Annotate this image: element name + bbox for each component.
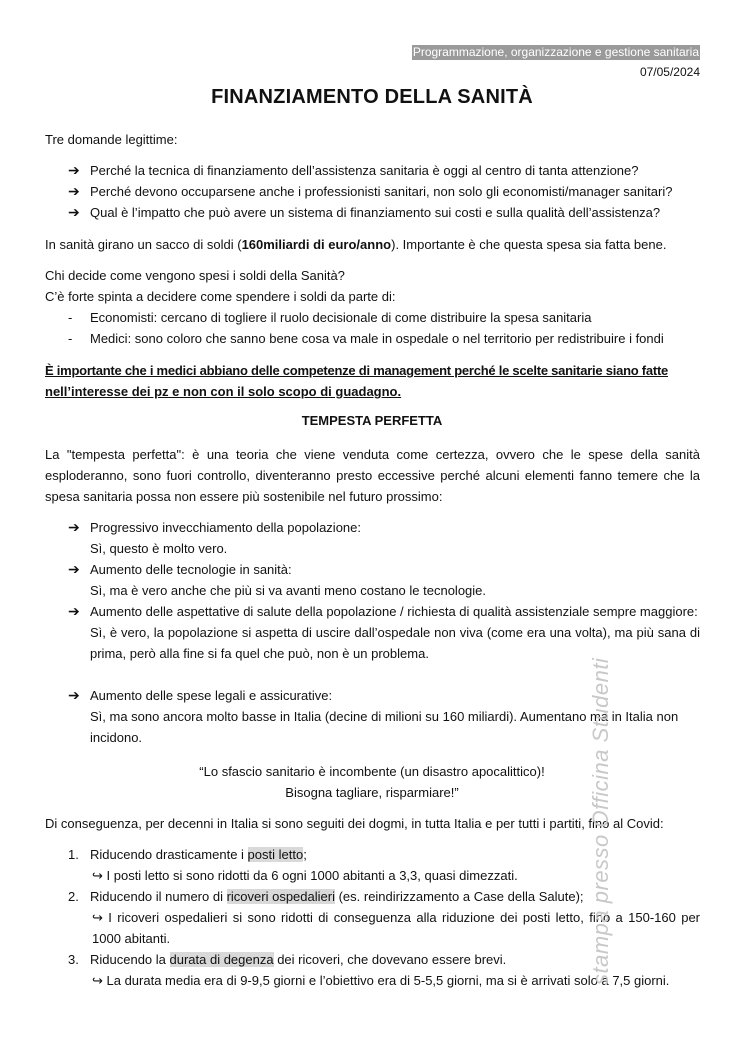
- storm-item-head: Aumento delle tecnologie in sanità:: [90, 562, 292, 577]
- important-line-2: nell’interesse dei pz e non con il solo scopo di guadagno.: [45, 384, 402, 399]
- dogma-post: (es. reindirizzamento a Case della Salute);: [334, 889, 584, 904]
- who-decides-intro: C’è forte spinta a decidere come spendere i soldi da parte di:: [45, 289, 396, 304]
- arrow-icon: ➔: [68, 561, 80, 577]
- money-post: ). Importante è che questa spesa sia fatta bene.: [391, 237, 667, 252]
- dogma-sub: ↪ I ricoveri ospedalieri si sono ridotti di conseguenza alla riduzione dei posti letto, fino a 150-160 per 1000 abitanti.: [92, 910, 700, 946]
- dogma-highlight: posti letto: [247, 847, 304, 862]
- consequence-text: Di conseguenza, per decenni in Italia si sono seguiti dei dogmi, in tutta Italia e per tutti i partiti, fino al Covid:: [45, 816, 664, 831]
- dogma-pre: Riducendo drasticamente i: [90, 847, 248, 862]
- money-pre: In sanità girano un sacco di soldi (: [45, 237, 242, 252]
- arrow-icon: ➔: [68, 687, 80, 703]
- dogma-post: ;: [303, 847, 307, 862]
- dogma-post: dei ricoveri, che dovevano essere brevi.: [273, 952, 507, 967]
- question-text: Perché devono occuparsene anche i professionisti sanitari, non solo gli economisti/manager sanitari?: [90, 184, 673, 199]
- dogma-pre: Riducendo la: [90, 952, 170, 967]
- question-text: Perché la tecnica di finanziamento dell’assistenza sanitaria è oggi al centro di tanta attenzione?: [90, 163, 639, 178]
- storm-item-head: Aumento delle spese legali e assicurative:: [90, 688, 333, 703]
- dash-bullet: -: [68, 310, 73, 325]
- decider-text: Medici: sono coloro che sanno bene cosa va male in ospedale o nel territorio per redistribuire i fondi: [90, 331, 664, 346]
- section-title: TEMPESTA PERFETTA: [301, 413, 443, 428]
- lecture-date: 07/05/2024: [639, 65, 700, 79]
- important-line-1: È importante che i medici abbiano delle competenze di management perché le scelte sanitarie siano fatte: [45, 363, 669, 378]
- storm-item-body: Sì, ma è vero anche che più si va avanti meno costano le tecnologie.: [90, 583, 487, 598]
- question-text: Qual è l’impatto che può avere un sistema di finanziamento sui costi e sulla qualità dell’assistenza?: [90, 205, 661, 220]
- storm-item-body: Sì, questo è molto vero.: [90, 541, 228, 556]
- page-title: FINANZIAMENTO DELLA SANITÀ: [211, 86, 533, 108]
- who-decides-question: Chi decide come vengono spesi i soldi della Sanità?: [45, 268, 345, 283]
- storm-item-content: [90, 517, 700, 559]
- dash-bullet: -: [68, 331, 73, 346]
- list-number: 2.: [68, 889, 79, 904]
- watermark: stampa presso Officina Studenti: [588, 657, 613, 985]
- dogma-pre: Riducendo il numero di: [90, 889, 227, 904]
- storm-item-body: Sì, ma sono ancora molto basse in Italia (decine di milioni su 160 miliardi). Aumentano ma in Italia non incidono.: [90, 709, 679, 745]
- storm-item-head: Progressivo invecchiamento della popolazione:: [90, 520, 361, 535]
- storm-paragraph: La "tempesta perfetta": è una teoria che viene venduta come certezza, ovvero che le spese della sanità esploderanno, sono fuori controllo, diventeranno presto eccessive perché alcuni elementi fanno temere che la spesa sanitaria possa non essere più sostenibile nel futuro prossimo:: [45, 447, 700, 504]
- dogma-highlight: ricoveri ospedalieri: [226, 889, 335, 904]
- arrow-icon: ➔: [68, 204, 80, 220]
- quote-line-1: “Lo sfascio sanitario è incombente (un disastro apocalittico)!: [199, 764, 545, 779]
- list-number: 1.: [68, 847, 79, 862]
- storm-item-content: [90, 559, 700, 601]
- storm-item-body: Sì, è vero, la popolazione si aspetta di uscire dall’ospedale non viva (come era una volta), ma più sana di prima, però alla fine si fa quel che può, non è un problema.: [90, 625, 700, 661]
- decider-text: Economisti: cercano di togliere il ruolo decisionale di come distribuire la spesa sanitaria: [90, 310, 592, 325]
- dogma-sub: ↪ La durata media era di 9-9,5 giorni e l’obiettivo era di 5-5,5 giorni, ma si è arrivati solo a 7,5 giorni.: [92, 973, 670, 988]
- storm-item-content: [90, 601, 700, 664]
- arrow-icon: ➔: [68, 183, 80, 199]
- arrow-icon: ➔: [68, 603, 80, 619]
- money-paragraph: [45, 234, 700, 255]
- intro-text: Tre domande legittime:: [45, 132, 178, 147]
- course-header: Programmazione, organizzazione e gestione sanitaria: [412, 45, 699, 59]
- arrow-icon: ➔: [68, 519, 80, 535]
- storm-item-head: Aumento delle aspettative di salute della popolazione / richiesta di qualità assistenziale sempre maggiore:: [90, 604, 698, 619]
- list-number: 3.: [68, 952, 79, 967]
- arrow-icon: ➔: [68, 162, 80, 178]
- dogma-highlight: durata di degenza: [169, 952, 274, 967]
- dogma-sub: ↪ I posti letto si sono ridotti da 6 ogni 1000 abitanti a 3,3, quasi dimezzati.: [92, 868, 518, 883]
- money-amount: 160miliardi di euro/anno: [241, 237, 392, 252]
- quote-line-2: Bisogna tagliare, risparmiare!”: [285, 785, 459, 800]
